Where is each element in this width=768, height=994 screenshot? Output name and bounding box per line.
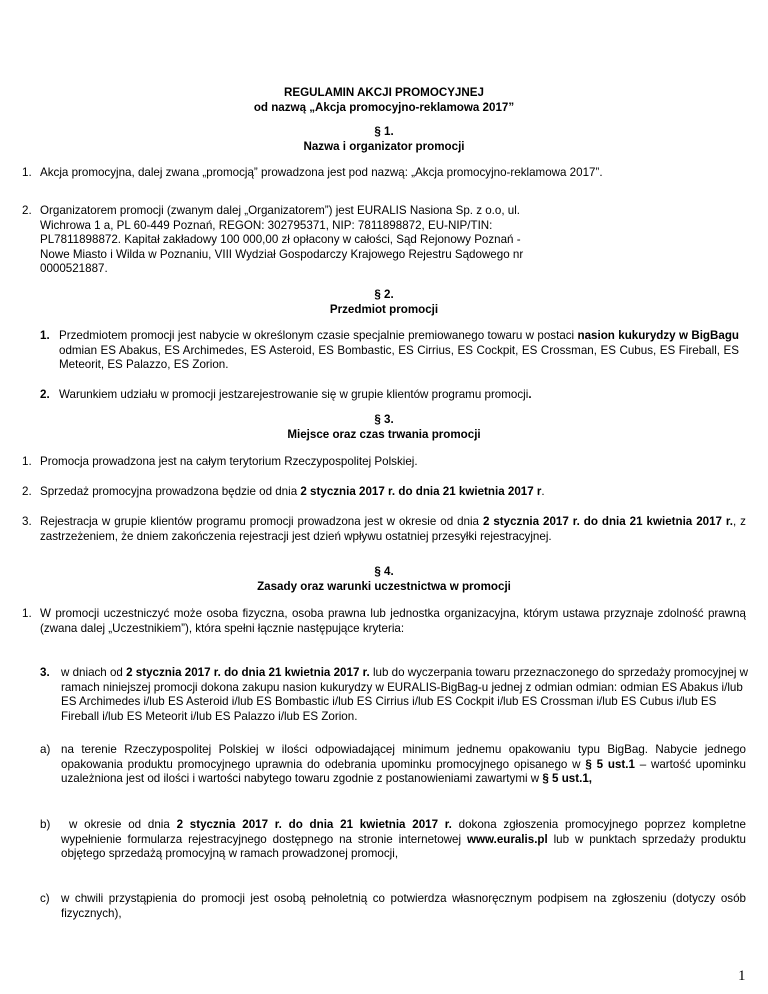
- s3-item1-number: 1.: [22, 455, 32, 468]
- s1-item2-number: 2.: [22, 204, 32, 217]
- s4-subb-number: b): [40, 818, 51, 831]
- s3-item1: Promocja prowadzona jest na całym terytorium Rzeczypospolitej Polskiej.: [40, 455, 418, 468]
- s4-sub3: w dniach od 2 stycznia 2017 r. do dnia 21 kwietnia 2017 r. lub do wyczerpania towaru przeznaczonego do sprzedaży promocyjnej w ramach niniejszej promocji dokona zakupu nasion kukurydzy w EURALIS-BigBag-u jednej z odmian odmian: odmian ES Abakus i/lub ES Archimedes i/lub ES Asteroid i/lub ES Bombastic i/lub ES Cirrius i/lub ES Cockpit i/lub ES Crossman i/lub ES Cubus i/lub ES Fireball i/lub ES Meteorit i/lub ES Palazzo i/lub ES Zorion.: [61, 666, 749, 723]
- s1-item2: Organizatorem promocji (zwanym dalej „Organizatorem”) jest EURALIS Nasiona Sp. z o.o, ul. Wichrowa 1 a, PL 60-449 Poznań, REGON: 302795371, NIP: 7811898872, EU-NIP/TIN: PL7811898872. Kapitał zakładowy 100 000,00 zł opłacony w całości, Sąd Rejonowy Poznań - Nowe Miasto i Wilda w Poznaniu, VIII Wydział Gospodarczy Krajowego Rejestru Sądowego nr 0000521887.: [40, 204, 524, 276]
- s4-suba-number: a): [40, 743, 51, 756]
- s4-suba: na terenie Rzeczypospolitej Polskiej w ilości odpowiadającej minimum jednemu opakowaniu typu BigBag. Nabycie jednego opakowania produktu promocyjnego uprawnia do odebrania upominku promocyjnego opisanego w § 5 ust.1 – wartość upominku uzależniona jest od ilości i wartości nabytego towaru zgodnie z postanowieniami zawartymi w § 5 ust.1,: [61, 743, 746, 786]
- s3-item2: Sprzedaż promocyjna prowadzona będzie od dnia 2 stycznia 2017 r. do dnia 21 kwietnia 2017 r.: [40, 485, 545, 498]
- s2-item1: Przedmiotem promocji jest nabycie w określonym czasie specjalnie premiowanego towaru w postaci nasion kukurydzy w BigBagu odmian ES Abakus, ES Archimedes, ES Asteroid, ES Bombastic, ES Cirrius, ES Cockpit, ES Crossman, ES Cubus, ES Fireball, ES Meteorit, ES Palazzo, ES Zorion.: [59, 329, 739, 372]
- document-title: REGULAMIN AKCJI PROMOCYJNEJ: [284, 86, 484, 99]
- s1-item1: Akcja promocyjna, dalej zwana „promocją” prowadzona jest pod nazwą: „Akcja promocyjno-reklamowa 2017”.: [40, 166, 603, 179]
- section-2-heading: Przedmiot promocji: [329, 303, 439, 316]
- section-1-number: § 1.: [374, 125, 394, 138]
- s3-item3: Rejestracja w grupie klientów programu promocji prowadzona jest w okresie od dnia 2 stycznia 2017 r. do dnia 21 kwietnia 2017 r., z zastrzeżeniem, że dniem zakończenia rejestracji jest dzień wpływu ostatniej przesyłki rejestracyjnej.: [40, 515, 746, 543]
- section-4-number: § 4.: [374, 565, 394, 578]
- section-1-heading: Nazwa i organizator promocji: [303, 140, 465, 153]
- s4-subc-number: c): [40, 892, 50, 905]
- s2-item2: Warunkiem udziału w promocji jestzarejestrowanie się w grupie klientów programu promocji.: [59, 388, 532, 401]
- s4-item1-number: 1.: [22, 607, 32, 620]
- s3-item2-number: 2.: [22, 485, 32, 498]
- section-3-heading: Miejsce oraz czas trwania promocji: [287, 428, 481, 441]
- s3-item3-number: 3.: [22, 515, 32, 528]
- page-number: 1: [738, 968, 746, 984]
- s1-item1-number: 1.: [22, 166, 32, 179]
- section-4-heading: Zasady oraz warunki uczestnictwa w promocji: [257, 580, 511, 593]
- s4-sub3-number: 3.: [40, 666, 50, 679]
- section-2-number: § 2.: [374, 288, 394, 301]
- s4-subc: w chwili przystąpienia do promocji jest osobą pełnoletnią co potwierdza własnoręcznym podpisem na zgłoszeniu (dotyczy osób fizycznych),: [61, 892, 746, 920]
- document-subtitle: od nazwą „Akcja promocyjno-reklamowa 2017”: [253, 101, 515, 114]
- s4-subb: w okresie od dnia 2 stycznia 2017 r. do dnia 21 kwietnia 2017 r. dokona zgłoszenia promocyjnego poprzez kompletne wypełnienie formularza rejestracyjnego dostępnego na stronie internetowej www.euralis.pl lub w punktach sprzedaży produktu objętego sprzedażą promocyjną w ramach prowadzonej promocji,: [61, 818, 747, 861]
- s2-item1-number: 1.: [40, 329, 50, 342]
- s2-item2-number: 2.: [40, 388, 50, 401]
- section-3-number: § 3.: [374, 413, 394, 426]
- s4-item1: W promocji uczestniczyć może osoba fizyczna, osoba prawna lub jednostka organizacyjna, którym ustawa przyznaje zdolność prawną (zwana dalej „Uczestnikiem”), która spełni łącznie następujące kryteria:: [40, 607, 746, 635]
